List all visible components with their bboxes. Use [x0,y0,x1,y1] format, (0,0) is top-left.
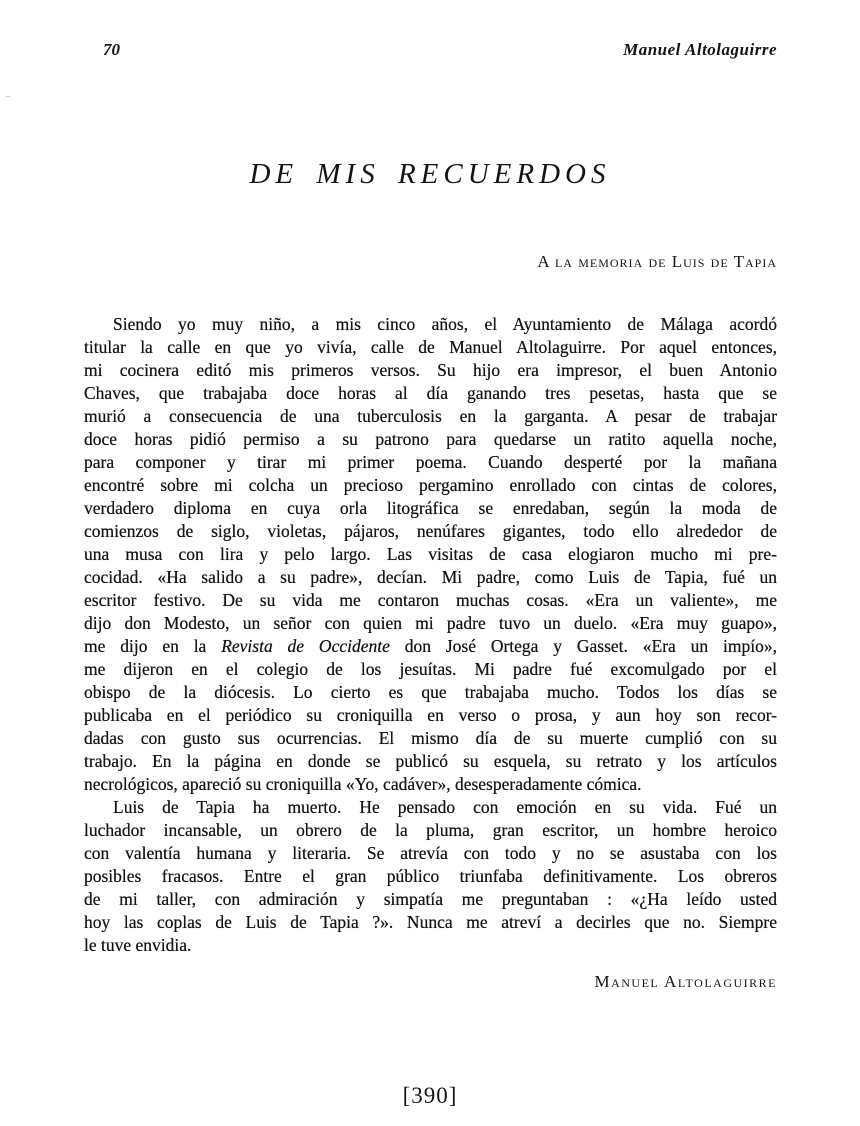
text-line: titular la calle en que yo vivía, calle de Manuel Altolaguirre. Por aquel entonces, [84,337,777,357]
text-line: Chaves, que trabajaba doce horas al día ganando tres pesetas, hasta que se [84,383,777,403]
article-title: DE MIS RECUERDOS [249,158,611,190]
text-line: hoy las coplas de Luis de Tapia ?». Nunca me atreví a decirles que no. Siempre [84,912,777,932]
text-line: le tuve envidia. [84,935,192,955]
text-segment: don José Ortega y Gasset. «Era un impío», [389,636,777,656]
text-line: Luis de Tapia ha muerto. He pensado con emoción en su vida. Fué un [113,797,777,817]
text-line: mi cocinera editó mis primeros versos. Su hijo era impresor, el buen Antonio [84,360,777,380]
text-line: escritor festivo. De su vida me contaron muchas cosas. «Era un valiente», me [84,590,777,610]
text-line: dijo don Modesto, un señor con quien mi padre tuvo un duelo. «Era muy guapo», [84,613,777,633]
text-line: obispo de la diócesis. Lo cierto es que trabajaba mucho. Todos los días se [84,682,777,702]
text-line: verdadero diploma en cuya orla litográfica se enredaban, según la moda de [84,498,777,518]
folio-number: [390] [402,1083,458,1108]
text-line: posibles fracasos. Entre el gran público triunfaba definitivamente. Los obreros [84,866,777,886]
text-line: con valentía humana y literaria. Se atrevía con todo y no se asustaba con los [84,843,777,863]
text-line: trabajo. En la página en donde se publicó su esquela, su retrato y los artículos [84,751,777,771]
text-line: Siendo yo muy niño, a mis cinco años, el Ayuntamiento de Málaga acordó [113,314,777,334]
page-number: 70 [103,40,120,59]
text-line: una musa con lira y pelo largo. Las visitas de casa elogiaron mucho mi pre- [84,544,777,564]
text-line: luchador incansable, un obrero de la pluma, gran escritor, un hombre heroico [84,820,777,840]
text-line: de mi taller, con admiración y simpatía me preguntaban : «¿Ha leído usted [84,889,777,909]
text-line: encontré sobre mi colcha un precioso pergamino enrollado con cintas de colores, [84,475,777,495]
text-segment: me dijo en la [84,636,222,656]
article-body [84,313,777,957]
text-line: me dijeron en el colegio de los jesuítas. Mi padre fué excomulgado por el [84,659,777,679]
running-head: Manuel Altolaguirre [623,40,777,59]
text-line [84,635,777,658]
text-line: murió a consecuencia de una tuberculosis en la garganta. A pesar de trabajar [84,406,777,426]
journal-title: Revista de Occidente [221,636,390,656]
text-line: necrológicos, apareció su croniquilla «Yo, cadáver», desesperadamente cómica. [84,774,642,794]
text-line: doce horas pidió permiso a su patrono para quedarse un ratito aquella noche, [84,429,777,449]
text-line: publicaba en el periódico su croniquilla en verso o prosa, y aun hoy son recor- [84,705,777,725]
author-signature: Manuel Altolaguirre [594,972,777,991]
text-line: cocidad. «Ha salido a su padre», decían. Mi padre, como Luis de Tapia, fué un [84,567,777,587]
text-line: dadas con gusto sus ocurrencias. El mismo día de su muerte cumplió con su [84,728,777,748]
text-line: comienzos de siglo, violetas, pájaros, nenúfares gigantes, todo ello alrededor de [84,521,777,541]
dedication: A la memoria de Luis de Tapia [537,252,777,271]
scan-edge-mark [6,96,10,97]
text-line: para componer y tirar mi primer poema. Cuando desperté por la mañana [84,452,777,472]
